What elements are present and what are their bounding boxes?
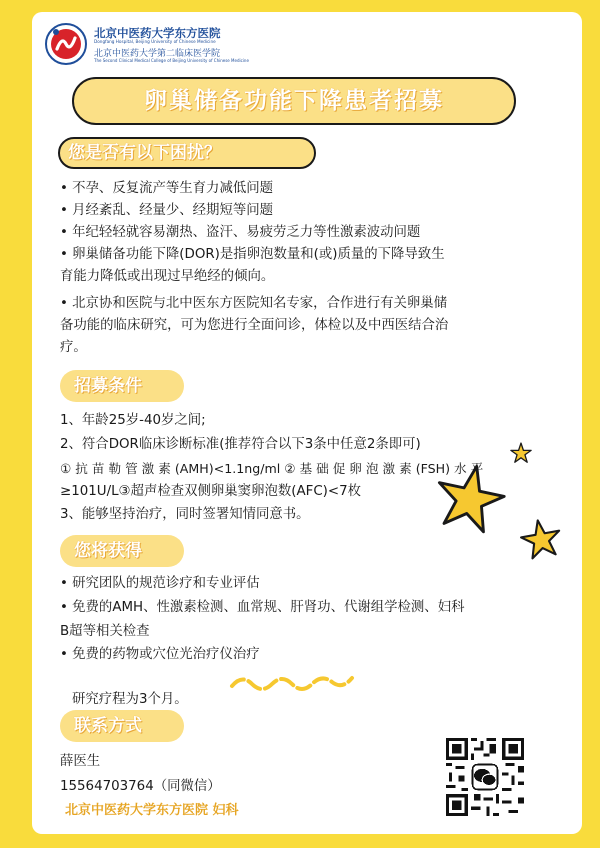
course-note: 研究疗程为3个月。 — [72, 692, 188, 707]
section-heading-concerns: 您是否有以下困扰？ — [58, 137, 316, 169]
star-icon — [520, 518, 562, 560]
concerns-line: • 不孕、反复流产等生育力减低问题 — [60, 181, 274, 196]
hospital-name-en: Dongfang Hospital, Beijing University of Chinese Medicine — [94, 39, 216, 44]
concerns-line: 备功能的临床研究，可为您进行全面问诊，体检以及中西医结合治 — [60, 318, 449, 333]
concerns-line: 育能力降低或出现过早绝经的倾向。 — [60, 269, 275, 284]
benefits-line: • 免费的AMH、性激素检测、血常规、肝肾功、代谢组学检测、妇科 — [60, 600, 465, 615]
star-icon — [432, 462, 508, 534]
hospital-logo-icon — [44, 22, 88, 66]
benefits-line: • 研究团队的规范诊疗和专业评估 — [60, 576, 260, 591]
criteria-line: ① 抗 苗 勒 管 激 素 (AMH)<1.1ng/ml ② 基 础 促 卵 泡 激 素 (FSH) 水 平 — [60, 461, 484, 476]
concerns-line: • 月经紊乱、经量少、经期短等问题 — [60, 203, 274, 218]
college-name: 北京中医药大学第二临床医学院 — [94, 49, 221, 59]
squiggle-decoration — [228, 668, 358, 694]
section-heading-benefits: 您将获得 — [60, 535, 184, 567]
doctor-name: 薛医生 — [60, 754, 101, 769]
concerns-line: 疗。 — [60, 340, 87, 355]
section-heading-criteria: 招募条件 — [60, 370, 184, 402]
criteria-line: ≥101U/L③超声检查双侧卵巢窦卵泡数(AFC)<7枚 — [60, 484, 362, 499]
concerns-line: • 年纪轻轻就容易潮热、盗汗、易疲劳乏力等性激素波动问题 — [60, 225, 421, 240]
concerns-line: • 北京协和医院与北中医东方医院知名专家，合作进行有关卵巢储 — [60, 296, 448, 311]
criteria-line: 3、能够坚持治疗，同时签署知情同意书。 — [60, 507, 310, 522]
qr-code-icon[interactable] — [446, 738, 524, 816]
benefits-line: • 免费的药物或穴位光治疗仪治疗 — [60, 647, 260, 662]
section-heading-contact: 联系方式 — [60, 710, 184, 742]
benefits-line: B超等相关检查 — [60, 624, 150, 639]
college-name-en: The Second Clinical Medical College of Beijing University of Chinese Medicine — [94, 58, 249, 63]
hospital-name: 北京中医药大学东方医院 — [94, 26, 221, 40]
hospital-logo — [44, 22, 254, 68]
concerns-line: • 卵巢储备功能下降(DOR)是指卵泡数量和(或)质量的下降导致生 — [60, 247, 445, 262]
star-icon — [510, 442, 532, 464]
department-name: 北京中医药大学东方医院 妇科 — [65, 803, 239, 818]
criteria-line: 1、年龄25岁-40岁之间; — [60, 413, 206, 428]
criteria-line: 2、符合DOR临床诊断标准(推荐符合以下3条中任意2条即可) — [60, 437, 421, 452]
page-title: 卵巢储备功能下降患者招募 — [72, 77, 516, 125]
phone-number: 15564703764（同微信） — [60, 779, 221, 794]
